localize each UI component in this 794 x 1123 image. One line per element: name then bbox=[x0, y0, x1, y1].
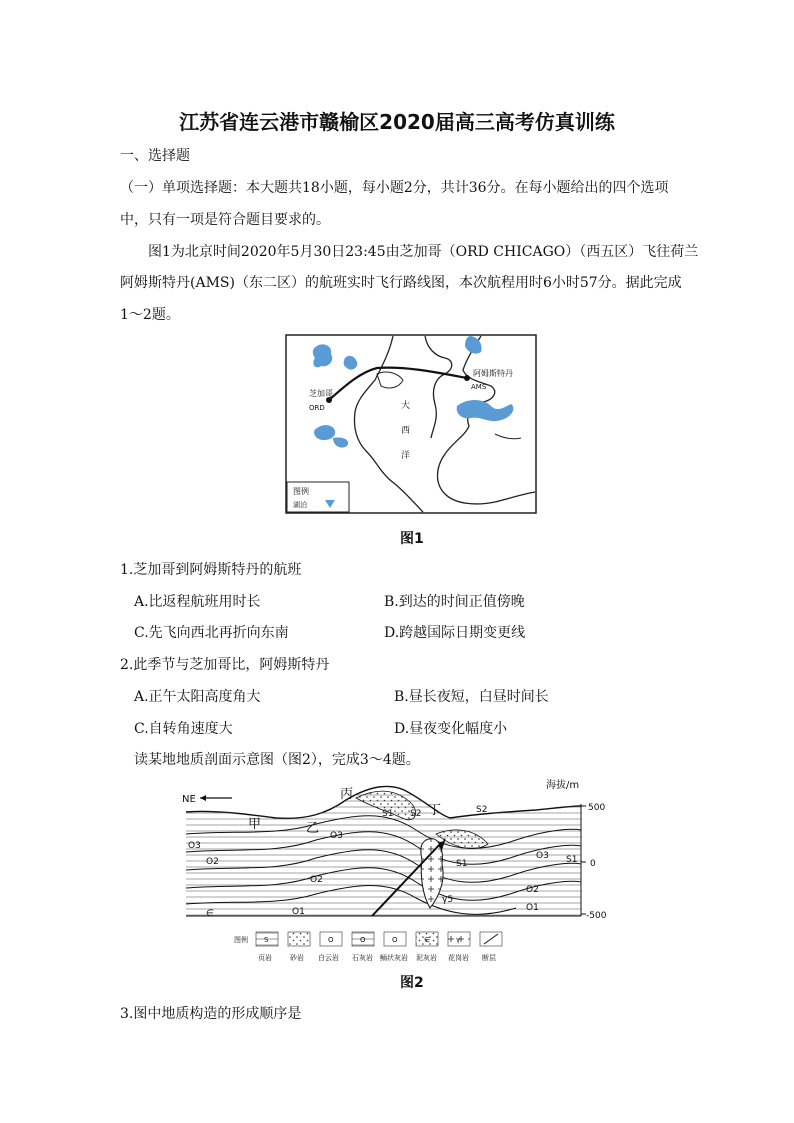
legend-label: 白云岩 bbox=[318, 954, 339, 962]
question-3-stem: 3.图中地质构造的形成顺序是 bbox=[120, 1006, 302, 1022]
legend-symbol: γ bbox=[456, 936, 461, 944]
amsterdam-code: AMS bbox=[471, 383, 487, 391]
place-ding: 丁 bbox=[428, 803, 442, 818]
legend-label: 泥灰岩 bbox=[416, 954, 437, 962]
section-legend bbox=[256, 932, 502, 962]
question-2-option-d: D.昼夜变化幅度小 bbox=[394, 721, 508, 737]
place-jia: 甲 bbox=[248, 817, 262, 832]
section-legend-title: 图例 bbox=[234, 936, 248, 944]
legend-symbol: O bbox=[328, 936, 334, 944]
stratum-label: O3 bbox=[188, 841, 201, 851]
question-1-option-c: C.先飞向西北再折向东南 bbox=[134, 625, 289, 641]
legend-symbol: O bbox=[360, 936, 366, 944]
legend-label: 鲕状灰岩 bbox=[380, 954, 408, 962]
place-yi: 乙 bbox=[306, 821, 320, 836]
question-2-stem: 2.此季节与芝加哥比，阿姆斯特丹 bbox=[120, 657, 330, 673]
legend-label: 花岗岩 bbox=[448, 954, 469, 962]
instruction-line-2: 中，只有一项是符合题目要求的。 bbox=[120, 212, 330, 228]
legend-swatch-sandstone bbox=[288, 932, 310, 946]
stratum-label: O3 bbox=[536, 851, 549, 861]
stratum-label: O2 bbox=[310, 875, 323, 885]
question-1-option-a: A.比返程航班用时长 bbox=[134, 594, 261, 610]
document-title: 江苏省连云港市赣榆区2020届高三高考仿真训练 bbox=[179, 110, 615, 134]
stratum-label: O1 bbox=[526, 903, 539, 913]
map-legend-title: 图例 bbox=[293, 487, 309, 496]
stratum-label: S1 bbox=[566, 855, 578, 865]
legend-label: 断层 bbox=[482, 954, 496, 962]
question-2-option-a: A.正午太阳高度角大 bbox=[134, 689, 261, 705]
legend-label: 页岩 bbox=[258, 954, 272, 962]
stratum-label: S1 bbox=[456, 859, 468, 869]
legend-symbol: O bbox=[392, 936, 398, 944]
ocean-char: 大 bbox=[401, 401, 411, 411]
map-legend-item: 湖泊 bbox=[293, 501, 307, 509]
direction-arrowhead bbox=[200, 795, 206, 801]
place-bing: 丙 bbox=[340, 787, 354, 802]
figure2-caption: 图2 bbox=[400, 975, 424, 991]
stratum-label: γ5 bbox=[442, 895, 454, 905]
stratum-label: S2 bbox=[410, 809, 422, 819]
question-2-option-b: B.昼长夜短，白昼时间长 bbox=[394, 689, 549, 705]
figure1-caption: 图1 bbox=[400, 531, 424, 547]
stratum-label: O3 bbox=[330, 831, 343, 841]
intro2-text: 读某地地质剖面示意图（图2），完成3～4题。 bbox=[134, 752, 420, 768]
legend-symbol: ∈ bbox=[424, 936, 431, 944]
amsterdam-point bbox=[464, 375, 470, 381]
flight-route-map bbox=[285, 334, 537, 514]
chicago-name: 芝加哥 bbox=[309, 389, 333, 398]
geologic-section-figure bbox=[176, 774, 612, 970]
question-1-option-b: B.到达的时间正值傍晚 bbox=[384, 594, 525, 610]
intro1-line-3: 1～2题。 bbox=[120, 307, 180, 323]
altitude-tick: -500 bbox=[586, 911, 607, 921]
stratum-label: S2 bbox=[476, 805, 488, 815]
section-heading: 一、选择题 bbox=[120, 148, 190, 164]
intro1-line-2: 阿姆斯特丹(AMS)（东二区）的航班实时飞行路线图，本次航程用时6小时57分。据此完成 bbox=[120, 275, 682, 291]
question-1-stem: 1.芝加哥到阿姆斯特丹的航班 bbox=[120, 562, 302, 578]
question-2-option-c: C.自转角速度大 bbox=[134, 721, 233, 737]
stratum-label: O2 bbox=[206, 857, 219, 867]
instruction-line-1: （一）单项选择题：本大题共18小题，每小题2分，共计36分。在每小题给出的四个选项 bbox=[120, 180, 669, 196]
ocean-char: 西 bbox=[401, 426, 411, 436]
altitude-tick: 500 bbox=[588, 803, 606, 813]
stratum-label: S1 bbox=[382, 809, 394, 819]
altitude-tick: 0 bbox=[590, 859, 596, 869]
legend-symbol: S bbox=[264, 936, 269, 944]
chicago-code: ORD bbox=[309, 404, 325, 412]
direction-label: NE bbox=[182, 794, 196, 805]
amsterdam-name: 阿姆斯特丹 bbox=[473, 369, 513, 378]
question-1-option-d: D.跨越国际日期变更线 bbox=[384, 625, 526, 641]
stratum-label: O1 bbox=[292, 907, 305, 917]
legend-label: 砂岩 bbox=[290, 954, 304, 962]
ocean-char: 洋 bbox=[401, 451, 411, 461]
legend-label: 石灰岩 bbox=[352, 954, 373, 962]
altitude-axis-label: 海拔/m bbox=[546, 780, 580, 791]
stratum-label: O2 bbox=[526, 885, 539, 895]
intro1-line-1: 图1为北京时间2020年5月30日23:45由芝加哥（ORD CHICAGO）（西五区）飞往荷兰 bbox=[148, 244, 699, 260]
stratum-label: ∈ bbox=[206, 909, 214, 919]
lake bbox=[313, 344, 332, 367]
